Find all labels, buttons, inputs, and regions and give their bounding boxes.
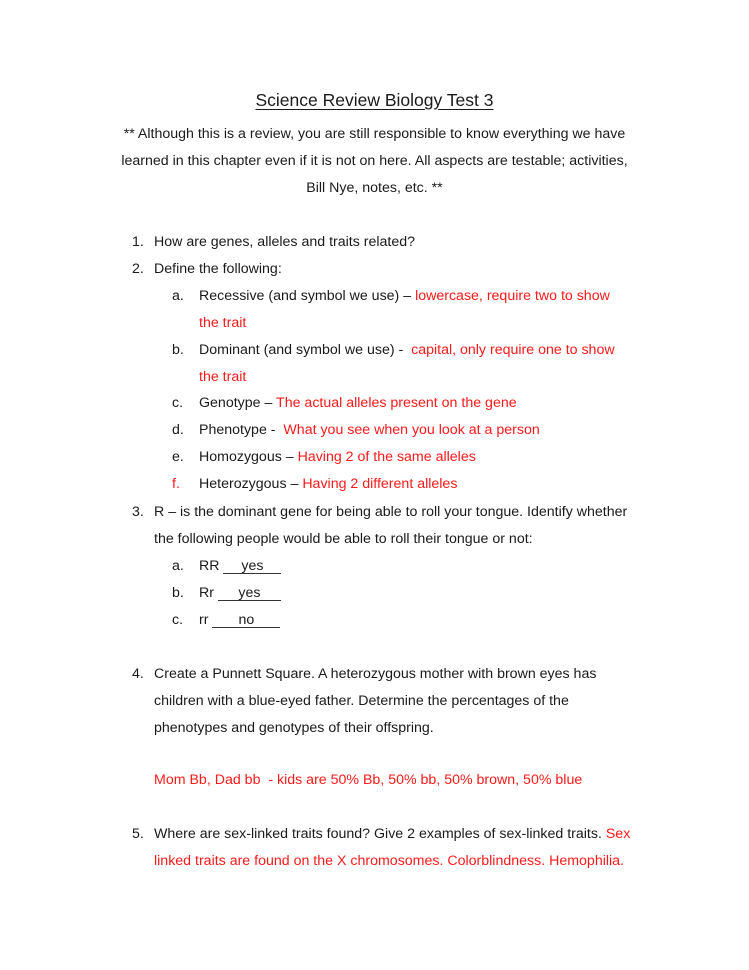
item-line	[199, 341, 615, 359]
intro-line-3: Bill Nye, notes, etc. **	[306, 180, 443, 196]
question-text: How are genes, alleles and traits related?	[154, 234, 416, 250]
question-text: Create a Punnett Square. A heterozygous mother with brown eyes has	[154, 666, 597, 682]
answer: Having 2 different alleles	[302, 476, 458, 492]
answer-blank: no	[212, 613, 280, 628]
question-text: R – is the dominant gene for being able to roll your tongue. Identify whether	[154, 504, 628, 520]
item-line	[199, 557, 281, 575]
page-title-text: Science Review Biology Test 3	[255, 90, 494, 110]
item-letter: c.	[172, 612, 184, 628]
item-line	[199, 394, 517, 412]
question-number: 4.	[132, 666, 144, 682]
answer-continuation: the trait	[199, 369, 247, 385]
question-number: 1.	[132, 234, 144, 250]
answer-continuation: the trait	[199, 315, 247, 331]
question-text: Where are sex-linked traits found? Give 2 examples of sex-linked traits.	[154, 826, 606, 842]
term: Genotype –	[199, 395, 277, 411]
item-letter: b.	[172, 342, 184, 358]
question-text-continuation: the following people would be able to roll their tongue or not:	[154, 531, 533, 547]
item-letter: a.	[172, 558, 184, 574]
item-letter: b.	[172, 585, 184, 601]
question-line	[154, 825, 630, 843]
term: Recessive (and symbol we use) –	[199, 288, 416, 304]
answer: lowercase, require two to show	[415, 288, 610, 304]
answer: Having 2 of the same alleles	[297, 449, 476, 465]
genotype: Rr	[199, 585, 214, 601]
intro-line-2: learned in this chapter even if it is not on here. All aspects are testable; activities,	[121, 153, 628, 169]
question-number: 5.	[132, 826, 144, 842]
item-letter: f.	[172, 476, 180, 492]
question-number: 3.	[132, 504, 144, 520]
item-letter: d.	[172, 422, 184, 438]
answer: capital, only require one to show	[411, 342, 615, 358]
intro-line-1: ** Although this is a review, you are still responsible to know everything we have	[123, 126, 626, 142]
answer: What you see when you look at a person	[283, 422, 540, 438]
term: Homozygous –	[199, 449, 298, 465]
answer-continuation: linked traits are found on the X chromosomes. Colorblindness. Hemophilia.	[154, 853, 625, 869]
item-line	[199, 287, 610, 305]
answer: The actual alleles present on the gene	[276, 395, 517, 411]
answer-blank: yes	[218, 586, 281, 601]
item-letter: e.	[172, 449, 184, 465]
item-line	[199, 448, 476, 466]
answer-blank: yes	[223, 559, 281, 574]
answer: Sex	[605, 826, 631, 842]
question-number: 2.	[132, 261, 144, 277]
page-title	[0, 91, 749, 109]
question-text-continuation: children with a blue-eyed father. Determine the percentages of the	[154, 693, 569, 709]
item-line	[199, 584, 281, 602]
item-line	[199, 475, 457, 493]
term: Dominant (and symbol we use) -	[199, 342, 412, 358]
item-line	[199, 611, 280, 629]
term: Phenotype -	[199, 422, 284, 438]
answer: Mom Bb, Dad bb - kids are 50% Bb, 50% bb, 50% brown, 50% blue	[154, 772, 583, 788]
question-text-continuation: phenotypes and genotypes of their offspring.	[154, 720, 434, 736]
genotype: RR	[199, 558, 220, 574]
question-text: Define the following:	[154, 261, 282, 277]
item-line	[199, 421, 540, 439]
term: Heterozygous –	[199, 476, 303, 492]
item-letter: a.	[172, 288, 184, 304]
item-letter: c.	[172, 395, 184, 411]
genotype: rr	[199, 612, 209, 628]
